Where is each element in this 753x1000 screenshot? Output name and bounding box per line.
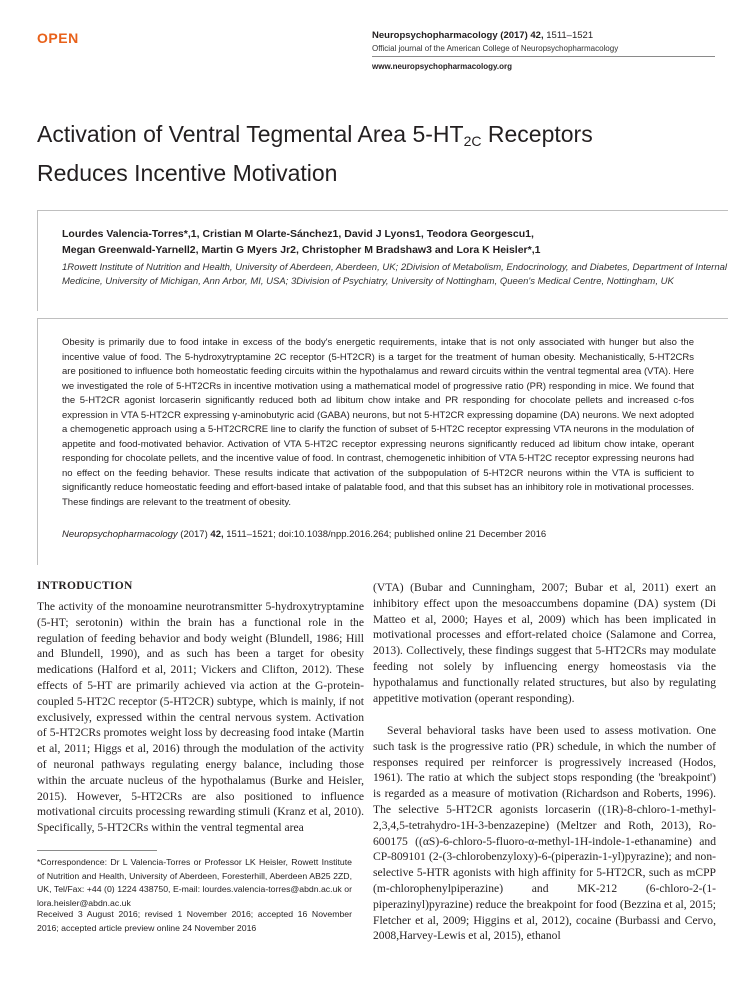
- title-line1-pre: Activation of Ventral Tegmental Area 5-HT: [37, 121, 464, 147]
- citation-journal: Neuropsychopharmacology: [62, 529, 178, 540]
- citation-details: 1511–1521; doi:10.1038/npp.2016.264; published online 21 December 2016: [226, 529, 547, 540]
- introduction-heading: INTRODUCTION: [37, 580, 133, 592]
- open-access-label: OPEN: [37, 30, 79, 46]
- header-divider: [372, 56, 715, 57]
- official-journal-line: Official journal of the American College of Neuropsychopharmacology: [372, 44, 619, 53]
- journal-pages: 1511–1521: [546, 30, 594, 41]
- authors-line-1: Lourdes Valencia-Torres*,1, Cristian M Olarte-Sánchez1, David J Lyons1, Teodora Georgescu1,: [62, 228, 534, 240]
- intro-paragraph-right-1: (VTA) (Bubar and Cunningham, 2007; Bubar et al, 2011) exert an inhibitory effect upon the mesoaccumbens dopamine (DA) system (Di Matteo et al, 2000; Hayes et al, 2009) which has been implicated in motivational processes and effort-related choice (Salamone and Correa, 2013). Collectively, these findings suggest that 5-HT2CRs may modulate feeding not solely by influencing energy homeostasis via the hypothalamus and functionally related structures, but also by regulating appetitive motivation (operant responding).: [373, 581, 716, 705]
- correspondence-footnote: *Correspondence: Dr L Valencia-Torres or Professor LK Heisler, Rowett Institute of Nutrition and Health, University of Aberdeen, Foresterhill, Aberdeen AB25 2ZD, UK, Tel/Fax: +44 (0) 1224 438750, E-mail: lourdes.valencia-torres@abdn.ac.uk or lora.heisler@abdn.ac.uk: [37, 857, 352, 908]
- intro-paragraph-right-2: Several behavioral tasks have been used to assess motivation. One such task is the progressive ratio (PR) schedule, in which the number of responses required per reinforcer is progressively increased (Hodos, 1961). The ratio at which the subject stops responding (the 'breakpoint') is regarded as a measure of motivation (Richardson and Roberts, 1996). The selective 5-HT2CR agonists lorcaserin ((1R)-8-chloro-1-methyl-2,3,4,5-tetrahydro-1H-3-benzazepine) (Meltzer and Roth, 2013), Ro-600175 ((αS)-6-chloro-5-fluoro-α-methyl-1H-indole-1-ethanamine) and CP-809101 (2-(3-chlorobenzyloxy)-6-(piperazin-1-yl)pyrazine); and non-selective 5-HTR agonists with high affinity for 5-HT2CR, such as mCPP (m-chlorophenylpiperazine) and MK-212 (6-chloro-2-(1-piperazinyl)pyrazine) reduce the breakpoint for food (Bezzina et al, 2015; Fletcher et al, 2009; Higgins et al, 2012), cocaine (Burbassi and Cervo, 2008,Harvey-Lewis et al, 2015), ethanol: [373, 724, 716, 943]
- journal-volume: 42,: [530, 30, 544, 41]
- title-line1-post: Receptors: [481, 121, 593, 147]
- affiliations: 1Rowett Institute of Nutrition and Health, University of Aberdeen, Aberdeen, UK; 2Division of Metabolism, Endocrinology, and Diabetes, Department of Internal Medicine, University of Michigan, Ann Arbor, MI, USA; 3Division of Psychiatry, University of Nottingham, Queen's Medical Centre, Nottingham, UK: [62, 262, 727, 287]
- title-line2: Reduces Incentive Motivation: [37, 160, 338, 186]
- intro-paragraph-left: The activity of the monoamine neurotransmitter 5-hydroxytryptamine (5-HT; serotonin) within the brain has a functional role in the regulation of feeding behavior and body weight (Blundell, 1986; Hill and Blundell, 1990), and as such has been a target for obesity medications (Halford et al, 2011; Vickers and Clifton, 2012). These effects of 5-HT are primarily achieved via action at the G-protein-coupled 5-HT2C receptor (5-HT2CR) subtype, which is mainly, if not exclusively, expressed within the central nervous system. Activation of 5-HT2CRs promotes weight loss by decreasing food intake (Martin et al, 2011; Higgs et al, 2016) through the modulation of the activity of neuronal pathways regulating energy balance, including those within the arcuate nucleus of the hypothalamus (Burke and Heisler, 2015). However, 5-HT2CRs are also positioned to influence motivational circuits processing rewarding stimuli (Kranz et al, 2010). Specifically, 5-HT2CRs within the ventral tegmental area: [37, 600, 364, 835]
- journal-citation-header: [372, 30, 593, 41]
- journal-website-link[interactable]: www.neuropsychopharmacology.org: [372, 62, 513, 71]
- abstract-text: Obesity is primarily due to food intake in excess of the body's energetic requirements, intake that is not only associated with hunger but also the incentive value of food. The 5-hydroxytryptamine 2C receptor (5-HT2CR) is a target for the treatment of human obesity. Mechanistically, 5-HT2CRs are positioned to influence both homeostatic feeding circuits within the hypothalamus and reward circuits within the ventral tegmental area (VTA). Here we investigated the role of 5-HT2CRs in incentive motivation using a mathematical model of progressive ratio (PR) responding in mice. We found that the 5-HT2CR agonist lorcaserin significantly reduced both ad libitum chow intake and PR responding for chocolate pellets and increased c-fos expression in VTA 5-HT2CR expressing γ-aminobutyric acid (GABA) neurons, but not 5-HT2CR expressing dopamine (DA) neurons. We next adopted a chemogenetic approach using a 5-HT2CRCRE line to clarify the function of subset of 5-HT2C receptor expressing VTA neurons in the modulation of appetite and food-motivated behavior. Activation of VTA 5-HT2C receptor expressing neurons significantly reduced ad libitum chow intake, operant responding for chocolate pellets, and the incentive value of food. In contrast, chemogenetic inhibition of VTA 5-HT2C receptor expressing neurons had no effect on the feeding behavior. These results indicate that activation of the subpopulation of 5-HT2CR neurons within the VTA is sufficient to significantly reduce homeostatic feeding and effort-based intake of palatable food, and that this subset has an inhibitory role in motivational processes. These findings are relevant to the treatment of obesity.: [62, 337, 694, 508]
- citation-volume: 42,: [210, 529, 224, 540]
- title-subscript: 2C: [463, 133, 482, 149]
- article-title: [37, 118, 717, 189]
- received-dates: Received 3 August 2016; revised 1 November 2016; accepted 16 November 2016; accepted article preview online 24 November 2016: [37, 909, 352, 933]
- citation-year: (2017): [180, 529, 208, 540]
- journal-name: Neuropsychopharmacology (2017): [372, 30, 528, 41]
- author-list: [62, 226, 702, 258]
- authors-line-2: Megan Greenwald-Yarnell2, Martin G Myers Jr2, Christopher M Bradshaw3 and Lora K Heisler*,1: [62, 244, 541, 256]
- footnote-divider: [37, 850, 157, 851]
- article-citation: [62, 529, 546, 540]
